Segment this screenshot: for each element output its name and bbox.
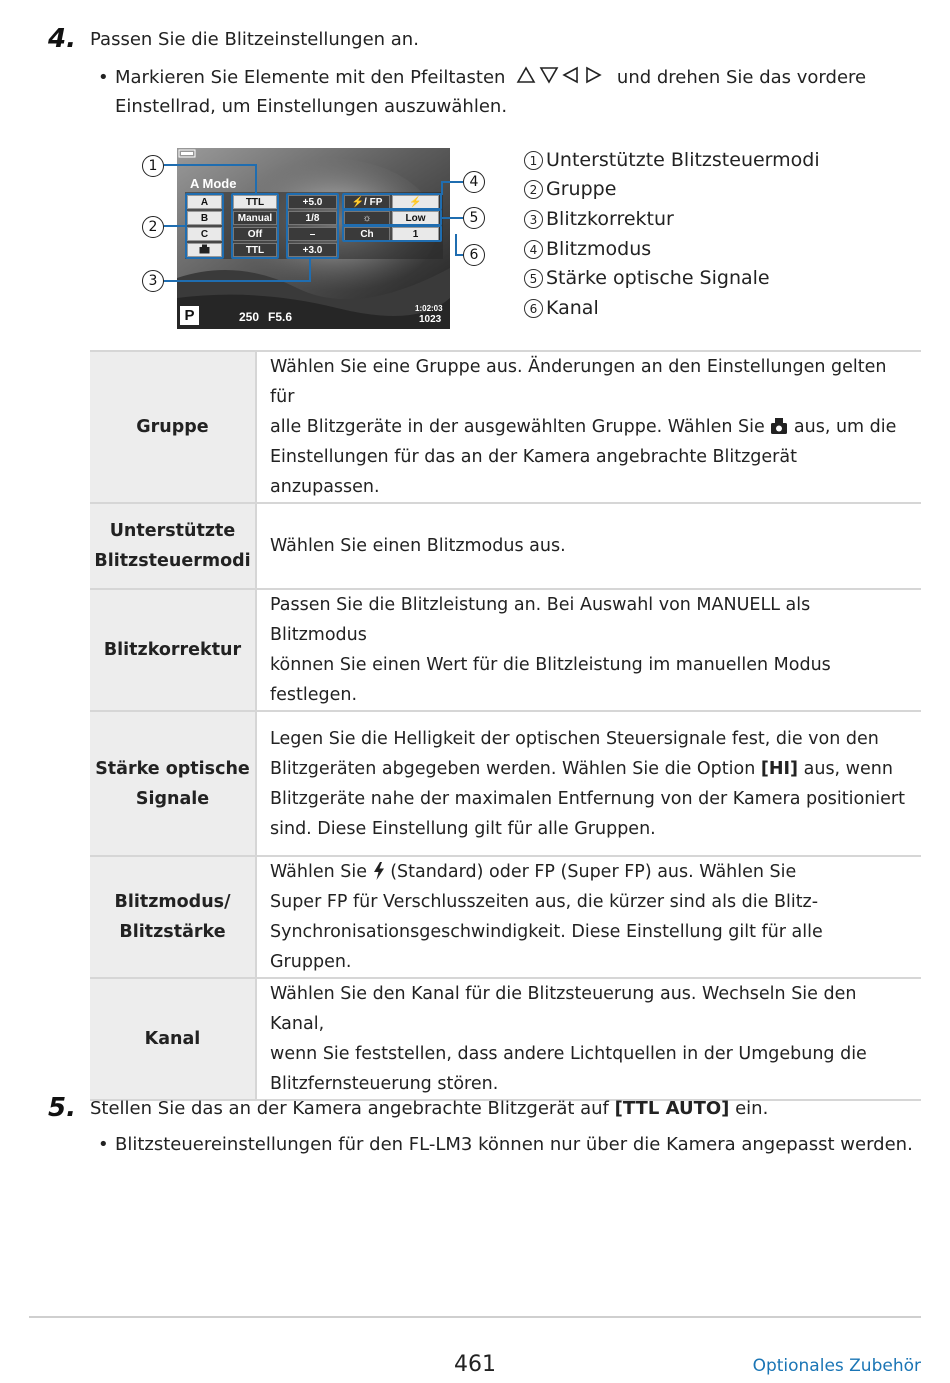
camera-flash-icon: [770, 417, 788, 435]
screen-title: A Mode: [190, 176, 237, 191]
desc-line: alle Blitzgeräte in der ausgewählten Gruppe. Wählen Sie: [270, 417, 765, 437]
row-desc-kanal: [256, 978, 921, 1100]
step-5-text-before: Stellen Sie das an der Kamera angebrachte Blitzgerät auf: [90, 1098, 609, 1119]
legend-label: Gruppe: [546, 178, 617, 200]
head-line: Unterstützte: [109, 521, 236, 541]
head-line: Blitzstärke: [119, 922, 226, 942]
flash-icon: [373, 862, 385, 880]
group-a-label: A: [200, 197, 209, 208]
row-head-kanal: Kanal: [90, 978, 256, 1100]
comp-c: –: [288, 227, 337, 241]
legend-number: 6: [524, 299, 543, 318]
legend-number: 3: [524, 210, 543, 229]
desc-line: Blitzgeräte nahe der maximalen Entfernung von der Kamera positioniert: [270, 788, 905, 809]
legend-item-1: [524, 149, 820, 171]
mode-b: Manual: [233, 211, 277, 225]
option-hi: [HI]: [760, 758, 799, 779]
step-5-bullet-text: Blitzsteuereinstellungen für den FL-LM3 können nur über die Kamera angepasst werden.: [115, 1134, 913, 1155]
row-head-gruppe: Gruppe: [90, 351, 256, 503]
desc-line: wenn Sie feststellen, dass andere Lichtquellen in der Umgebung die: [270, 1044, 867, 1064]
legend-number: 4: [524, 240, 543, 259]
shots-remaining: 1023: [419, 314, 442, 325]
row-desc-gruppe: [256, 351, 921, 503]
flash-option: ⚡: [392, 195, 439, 209]
footer-divider: [29, 1316, 921, 1318]
mode-a: TTL: [233, 195, 277, 209]
table-row-blitzmodus: [90, 856, 921, 978]
callout-circle-1: 1: [142, 155, 164, 177]
desc-line: Synchronisationsgeschwindigkeit. Diese Einstellung gilt für alle Gruppen.: [270, 922, 823, 972]
desc-line: Wählen Sie den Kanal für die Blitzsteuerung aus. Wechseln Sie den Kanal,: [270, 984, 857, 1034]
legend-number: 5: [524, 269, 543, 288]
comp-camera: +3.0: [288, 243, 337, 257]
row-desc-korrektur: [256, 589, 921, 711]
section-link[interactable]: Optionales Zubehör: [752, 1356, 921, 1376]
step-5-text-after: ein.: [735, 1098, 769, 1119]
bullet-dot: •: [98, 67, 109, 88]
callout-circle-4: 4: [463, 171, 485, 193]
mode-letter: P: [184, 307, 195, 324]
mode-indicator: [180, 306, 199, 325]
mode-c: Off: [233, 227, 277, 241]
callout-box-1: [231, 193, 279, 259]
legend-item-2: [524, 178, 616, 200]
legend-item-4: [524, 238, 651, 260]
channel-value: 1: [392, 227, 439, 241]
row-desc-blitzmodus: [256, 856, 921, 978]
desc-line: (Standard) oder FP (Super FP) aus. Wählen Sie: [390, 862, 797, 882]
bullet-text-before: Markieren Sie Elemente mit den Pfeiltasten: [115, 67, 506, 88]
leader-line-2: [164, 225, 185, 227]
bullet-dot: •: [98, 1134, 109, 1155]
fp-label: / FP: [364, 197, 383, 208]
step-4-bullet: [98, 63, 915, 121]
step-5-text: [90, 1098, 768, 1119]
table-row-gruppe: [90, 351, 921, 503]
page-number: 461: [454, 1352, 496, 1377]
desc-line: aus, wenn: [803, 758, 893, 779]
group-c-label: C: [200, 229, 209, 240]
signal-level: Low: [392, 211, 439, 225]
row-desc-signale: [256, 711, 921, 856]
callout-box-4: [342, 193, 442, 210]
legend-item-5: [524, 267, 770, 289]
table-row-korrektur: [90, 589, 921, 711]
head-line: Blitzmodus/: [114, 892, 231, 912]
legend-label: Stärke optische Signale: [546, 267, 770, 289]
leader-line-4h: [441, 181, 463, 183]
row-head-blitzmodus: [90, 856, 256, 978]
callout-box-5: [342, 209, 442, 226]
legend-label: Kanal: [546, 297, 599, 319]
bullet-text-after: und drehen Sie das vordere: [616, 67, 867, 88]
aperture-value: F5.6: [268, 310, 293, 324]
table-row-modi: [90, 503, 921, 589]
desc-line: Wählen Sie: [270, 862, 368, 882]
camera-flash-settings-screen: [177, 148, 450, 329]
legend-item-3: [524, 208, 674, 230]
desc-line: Blitzfernsteuerung stören.: [270, 1074, 499, 1094]
fp-option: ⚡/ FP: [344, 195, 390, 209]
desc-line: Einstellungen für das an der Kamera angebrachte Blitzgerät anzupassen.: [270, 447, 797, 497]
row-desc-modi: Wählen Sie einen Blitzmodus aus.: [256, 503, 921, 589]
head-line: Blitzsteuermodi: [94, 551, 251, 571]
comp-a: +5.0: [288, 195, 337, 209]
step-4-text: Passen Sie die Blitzeinstellungen an.: [90, 29, 419, 50]
legend-label: Unterstützte Blitzsteuermodi: [546, 149, 820, 171]
desc-line: Legen Sie die Helligkeit der optischen Steuersignale fest, die von den: [270, 728, 879, 749]
step-number-5: 5.: [48, 1093, 76, 1123]
callout-circle-5: 5: [463, 207, 485, 229]
shutter-speed: 250: [239, 310, 260, 324]
arrow-keys-icon: [515, 65, 607, 85]
leader-line-5: [441, 217, 463, 219]
leader-line-4v: [441, 181, 443, 195]
legend-item-6: [524, 297, 599, 319]
desc-line: Passen Sie die Blitzleistung an. Bei Auswahl von MANUELL als Blitzmodus: [270, 595, 811, 645]
desc-line: Wählen Sie eine Gruppe aus. Änderungen an den Einstellungen gelten für: [270, 357, 887, 407]
flash-settings-table: [90, 350, 921, 1101]
leader-line-6v: [455, 234, 457, 256]
leader-line-1v: [255, 164, 257, 194]
step-number-4: 4.: [48, 24, 76, 54]
callout-box-3: [286, 193, 339, 259]
step-5-bullet: [98, 1130, 915, 1159]
mode-camera: TTL: [233, 243, 277, 257]
leader-line-3v: [309, 258, 311, 282]
legend-number: 1: [524, 151, 543, 170]
callout-circle-2: 2: [142, 216, 164, 238]
desc-line: sind. Diese Einstellung gilt für alle Gruppen.: [270, 818, 656, 839]
signal-icon-cell: ☼: [344, 211, 390, 225]
row-head-modi: [90, 503, 256, 589]
callout-circle-3: 3: [142, 270, 164, 292]
leader-line-3h: [164, 280, 310, 282]
group-b-label: B: [200, 213, 209, 224]
row-head-korrektur: Blitzkorrektur: [90, 589, 256, 711]
desc-line: aus, um die: [793, 417, 897, 437]
desc-line: festlegen.: [270, 685, 358, 705]
bullet-text-line2: Einstellrad, um Einstellungen auszuwählen.: [115, 96, 508, 117]
desc-line: Super FP für Verschlusszeiten aus, die kürzer sind als die Blitz-: [270, 892, 819, 912]
recording-time: 1:02:03: [415, 304, 443, 313]
legend-label: Blitzmodus: [546, 238, 652, 260]
row-head-signale: [90, 711, 256, 856]
head-line: Signale: [135, 788, 210, 809]
desc-line: können Sie einen Wert für die Blitzleistung im manuellen Modus: [270, 655, 831, 675]
channel-label: Ch: [344, 227, 390, 241]
table-row-signale: [90, 711, 921, 856]
legend-label: Blitzkorrektur: [546, 208, 674, 230]
callout-circle-6: 6: [463, 244, 485, 266]
ttl-auto-keyword: [TTL AUTO]: [614, 1098, 730, 1119]
table-row-kanal: [90, 978, 921, 1100]
leader-line-1h: [164, 164, 256, 166]
callout-box-6: [342, 225, 442, 242]
legend-number: 2: [524, 180, 543, 199]
comp-b: 1/8: [288, 211, 337, 225]
head-line: Stärke optische: [95, 758, 250, 779]
callout-box-2: [185, 193, 224, 259]
desc-line: Blitzgeräten abgegeben werden. Wählen Sie die Option: [270, 758, 756, 779]
